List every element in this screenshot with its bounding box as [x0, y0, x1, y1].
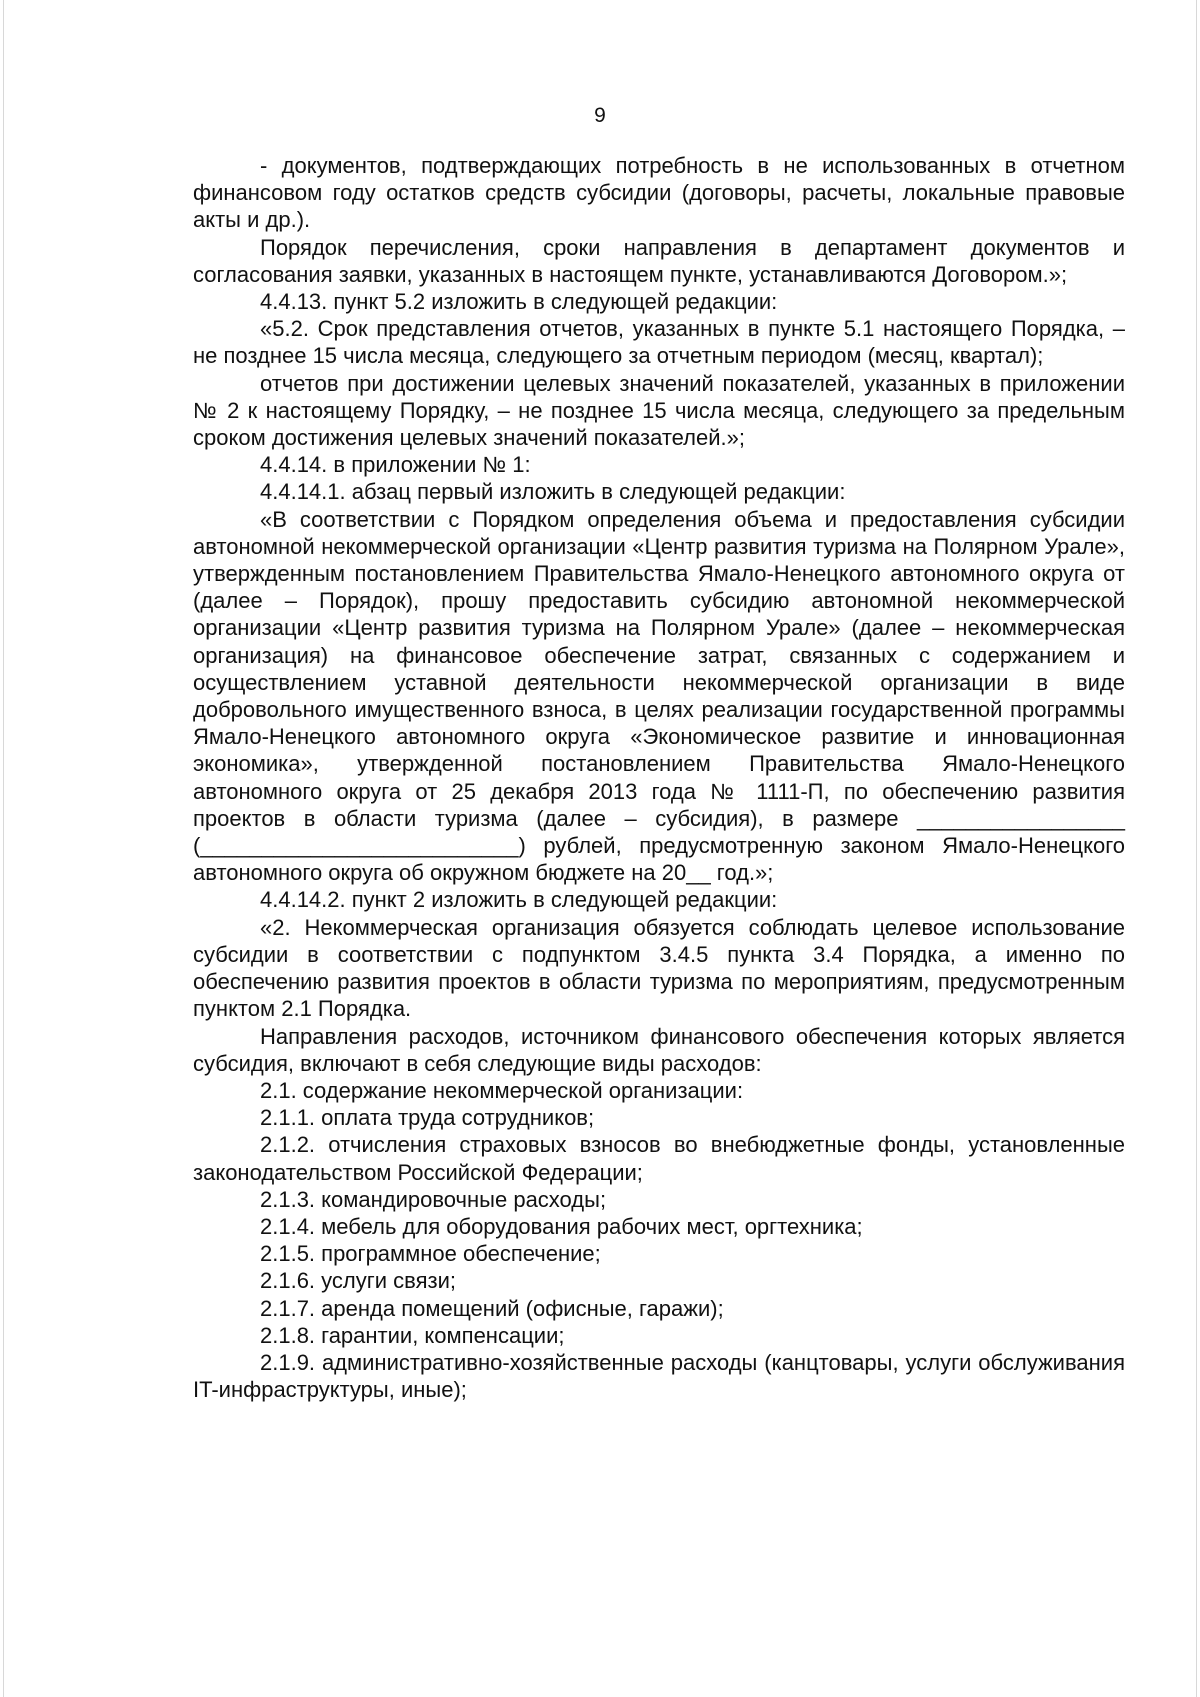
paragraph: - документов, подтверждающих потребность в не использованных в отчетном финансовом году остатков средств субсидии (договоры, расчеты, локальные правовые акты и др.).: [193, 153, 1125, 233]
paragraph: 2.1.3. командировочные расходы;: [260, 1186, 607, 1212]
paragraph: 2.1.9. административно-хозяйственные расходы (канцтовары, услуги обслуживания IT-инфраструктуры, иные);: [193, 1349, 1125, 1403]
paragraph: 2.1.5. программное обеспечение;: [260, 1241, 601, 1267]
paragraph: 4.4.13. пункт 5.2 изложить в следующей редакции:: [260, 289, 778, 315]
scan-edge-left: [3, 0, 4, 1697]
paragraph: 2.1.1. оплата труда сотрудников;: [260, 1105, 595, 1131]
paragraph: Порядок перечисления, сроки направления в департамент документов и согласования заявки, указанных в настоящем пункте, устанавливаются Договором.»;: [193, 234, 1125, 287]
paragraph: Направления расходов, источником финансового обеспечения которых является субсидия, включают в себя следующие виды расходов:: [193, 1023, 1125, 1076]
paragraph: 2.1.7. аренда помещений (офисные, гаражи);: [260, 1295, 724, 1321]
scan-edge-right: [1196, 0, 1197, 1697]
paragraph: 4.4.14. в приложении № 1:: [260, 452, 531, 478]
paragraph: 2.1.8. гарантии, компенсации;: [260, 1322, 565, 1348]
paragraph: «В соответствии с Порядком определения объема и предоставления субсидии автономной некоммерческой организации «Центр развития туризма на Полярном Урале», утвержденным постановлением Правительства Ямало-Ненецкого автономного округа от (далее – Порядок), прошу предоставить субсидию автономной некоммерческой организации «Центр развития туризма на Полярном Урале» (далее – некоммерческая организация) на финансовое обеспечение затрат, связанных с содержанием и осуществлением уставной деятельности некоммерческой организации в виде добровольного имущественного взноса, в целях реализации государственной программы Ямало-Ненецкого автономного округа «Экономическое развитие и инновационная экономика», утвержденной постановлением Правительства Ямало-Ненецкого автономного округа от 25 декабря 2013 года № 1111-П, по обеспечению развития проектов в области туризма (далее – субсидия), в размере _________________ (__________________________) рублей, предусмотренную законом Ямало-Ненецкого автономного округа об окружном бюджете на 20__ год.»;: [193, 506, 1125, 886]
paragraph: 2.1.4. мебель для оборудования рабочих мест, оргтехника;: [260, 1213, 863, 1239]
paragraph: 4.4.14.1. абзац первый изложить в следующей редакции:: [260, 479, 846, 505]
paragraph: 4.4.14.2. пункт 2 изложить в следующей редакции:: [260, 887, 778, 913]
paragraph: «2. Некоммерческая организация обязуется соблюдать целевое использование субсидии в соответствии с подпунктом 3.4.5 пункта 3.4 Порядка, а именно по обеспечению развития проектов в области туризма по мероприятиям, предусмотренным пунктом 2.1 Порядка.: [193, 914, 1125, 1022]
paragraph: «5.2. Срок представления отчетов, указанных в пункте 5.1 настоящего Порядка, – не позднее 15 числа месяца, следующего за отчетным периодом (месяц, квартал);: [193, 316, 1125, 369]
paragraph: 2.1. содержание некоммерческой организации:: [260, 1077, 744, 1103]
document-body: [193, 152, 1125, 1403]
paragraph: 2.1.2. отчисления страховых взносов во внебюджетные фонды, установленные законодательством Российской Федерации;: [193, 1132, 1125, 1185]
paragraph: отчетов при достижении целевых значений показателей, указанных в приложении № 2 к настоящему Порядку, – не позднее 15 числа месяца, следующего за предельным сроком достижения целевых значений показателей.»;: [193, 370, 1125, 451]
paragraph: 2.1.6. услуги связи;: [260, 1268, 457, 1294]
page-number: 9: [594, 104, 606, 127]
